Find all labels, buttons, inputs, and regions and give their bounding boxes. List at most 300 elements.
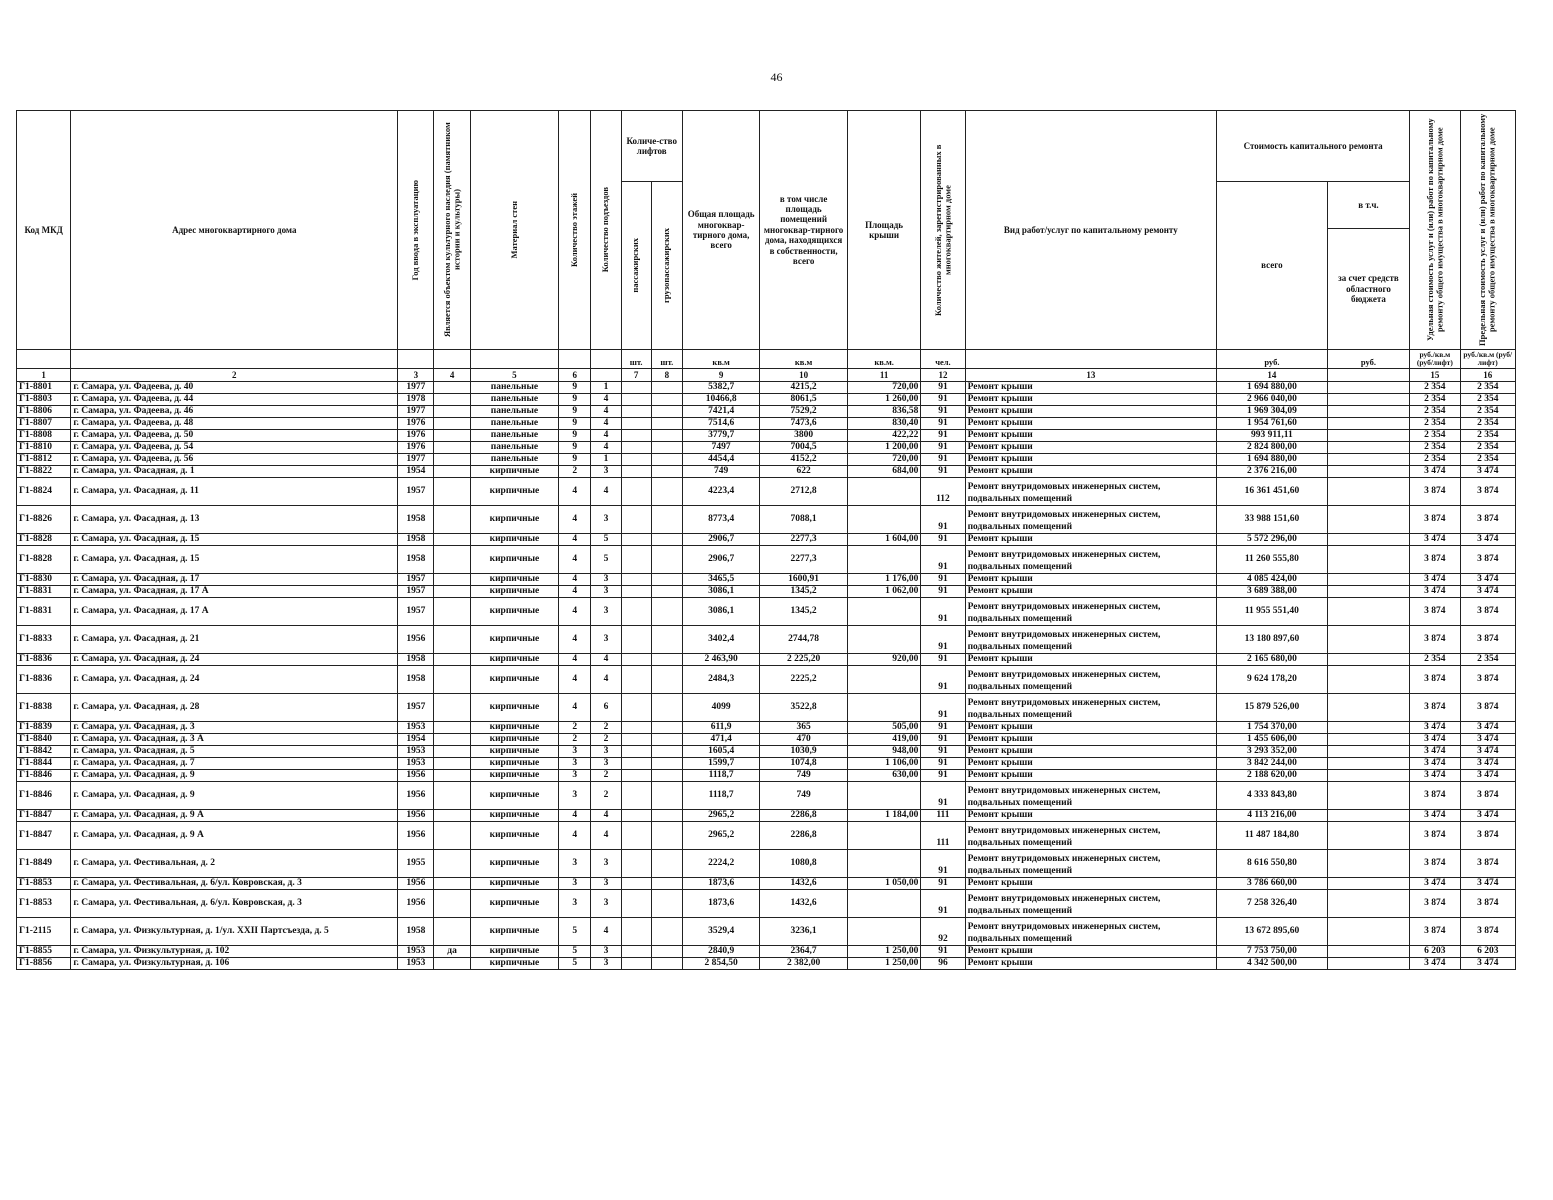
column-number: 11 xyxy=(847,369,920,382)
unit-cost-total: руб. xyxy=(1217,350,1328,369)
cell-heritage xyxy=(434,546,470,574)
table-row xyxy=(17,770,1516,782)
table-row xyxy=(17,430,1516,442)
cell-owned-area: 8061,5 xyxy=(760,394,848,406)
cell-residents: 91 xyxy=(921,406,965,418)
cell-residents: 91 xyxy=(921,394,965,406)
cell-work-type: Ремонт внутридомовых инженерных систем, подвальных помещений xyxy=(965,506,1217,534)
cell-unit-cost: 3 474 xyxy=(1410,722,1460,734)
cell-floors: 3 xyxy=(559,746,591,758)
cell-year: 1956 xyxy=(398,822,434,850)
cell-cost-total: 4 113 216,00 xyxy=(1217,810,1328,822)
cell-address: г. Самара, ул. Физкультурная, д. 102 xyxy=(71,946,398,958)
table-row xyxy=(17,574,1516,586)
cell-residents: 91 xyxy=(921,746,965,758)
cell-heritage xyxy=(434,782,470,810)
cell-cost-regional xyxy=(1327,574,1409,586)
cell-cost-total: 1 954 761,60 xyxy=(1217,418,1328,430)
cell-unit-cost: 3 874 xyxy=(1410,890,1460,918)
cell-wall-material: панельные xyxy=(470,454,559,466)
cell-entrances: 4 xyxy=(591,654,621,666)
cell-heritage xyxy=(434,534,470,546)
cell-cost-total: 5 572 296,00 xyxy=(1217,534,1328,546)
cell-unit-cost: 3 474 xyxy=(1410,534,1460,546)
cell-heritage xyxy=(434,722,470,734)
cell-max-cost: 2 354 xyxy=(1460,382,1516,394)
cell-cost-total: 1 694 880,00 xyxy=(1217,382,1328,394)
cell-total-area: 3086,1 xyxy=(682,586,759,598)
cell-total-area: 2840,9 xyxy=(682,946,759,958)
cell-floors: 4 xyxy=(559,546,591,574)
cell-floors: 2 xyxy=(559,734,591,746)
table-row xyxy=(17,478,1516,506)
cell-cargo-lifts xyxy=(651,454,682,466)
cell-wall-material: кирпичные xyxy=(470,946,559,958)
cell-cargo-lifts xyxy=(651,946,682,958)
cell-code: Г1-8847 xyxy=(17,822,71,850)
cell-owned-area: 2 225,20 xyxy=(760,654,848,666)
cell-cargo-lifts xyxy=(651,746,682,758)
cell-residents: 91 xyxy=(921,946,965,958)
cell-roof-area: 720,00 xyxy=(847,454,920,466)
cell-entrances: 3 xyxy=(591,850,621,878)
cell-residents: 91 xyxy=(921,418,965,430)
cell-wall-material: кирпичные xyxy=(470,722,559,734)
cell-entrances: 4 xyxy=(591,666,621,694)
cell-heritage xyxy=(434,586,470,598)
cell-wall-material: кирпичные xyxy=(470,666,559,694)
cell-unit-cost: 3 474 xyxy=(1410,810,1460,822)
cell-residents: 111 xyxy=(921,822,965,850)
cell-cost-total: 1 455 606,00 xyxy=(1217,734,1328,746)
cell-residents: 91 xyxy=(921,466,965,478)
cell-year: 1977 xyxy=(398,454,434,466)
cell-passenger-lifts xyxy=(621,442,651,454)
cell-cost-regional xyxy=(1327,850,1409,878)
cell-passenger-lifts xyxy=(621,406,651,418)
cell-entrances: 4 xyxy=(591,394,621,406)
cell-max-cost: 2 354 xyxy=(1460,442,1516,454)
cell-total-area: 7514,6 xyxy=(682,418,759,430)
cell-cost-total: 1 754 370,00 xyxy=(1217,722,1328,734)
cell-code: Г1-8846 xyxy=(17,782,71,810)
cell-code: Г1-8842 xyxy=(17,746,71,758)
cell-entrances: 4 xyxy=(591,918,621,946)
cell-unit-cost: 3 474 xyxy=(1410,746,1460,758)
cell-wall-material: кирпичные xyxy=(470,734,559,746)
cell-cost-total: 15 879 526,00 xyxy=(1217,694,1328,722)
page-number: 46 xyxy=(770,70,783,84)
cell-address: г. Самара, ул. Фасадная, д. 21 xyxy=(71,626,398,654)
cell-cost-regional xyxy=(1327,878,1409,890)
cell-work-type: Ремонт внутридомовых инженерных систем, подвальных помещений xyxy=(965,598,1217,626)
cell-entrances: 3 xyxy=(591,466,621,478)
cell-unit-cost: 3 474 xyxy=(1410,466,1460,478)
cell-unit-cost: 3 874 xyxy=(1410,918,1460,946)
cell-year: 1978 xyxy=(398,394,434,406)
header-floors: Количество этажей xyxy=(559,111,591,350)
cell-entrances: 3 xyxy=(591,574,621,586)
cell-wall-material: кирпичные xyxy=(470,546,559,574)
cell-total-area: 1605,4 xyxy=(682,746,759,758)
table-row xyxy=(17,454,1516,466)
table-row xyxy=(17,878,1516,890)
cell-cost-regional xyxy=(1327,442,1409,454)
header-code: Код МКД xyxy=(17,111,71,350)
cell-code: Г1-8801 xyxy=(17,382,71,394)
cell-cost-regional xyxy=(1327,586,1409,598)
cell-work-type: Ремонт внутридомовых инженерных систем, подвальных помещений xyxy=(965,546,1217,574)
cell-code: Г1-8826 xyxy=(17,506,71,534)
cell-address: г. Самара, ул. Фасадная, д. 17 А xyxy=(71,598,398,626)
cell-entrances: 5 xyxy=(591,546,621,574)
cell-year: 1956 xyxy=(398,890,434,918)
cell-total-area: 471,4 xyxy=(682,734,759,746)
cell-roof-area: 1 176,00 xyxy=(847,574,920,586)
cell-cost-regional xyxy=(1327,466,1409,478)
cell-cost-total: 2 188 620,00 xyxy=(1217,770,1328,782)
cell-work-type: Ремонт крыши xyxy=(965,394,1217,406)
cell-entrances: 4 xyxy=(591,406,621,418)
cell-cargo-lifts xyxy=(651,626,682,654)
cell-unit-cost: 2 354 xyxy=(1410,394,1460,406)
cell-floors: 9 xyxy=(559,406,591,418)
cell-total-area: 3779,7 xyxy=(682,430,759,442)
cell-floors: 5 xyxy=(559,918,591,946)
cell-total-area: 2906,7 xyxy=(682,534,759,546)
cell-max-cost: 3 474 xyxy=(1460,746,1516,758)
cell-total-area: 1873,6 xyxy=(682,878,759,890)
cell-work-type: Ремонт крыши xyxy=(965,574,1217,586)
cell-owned-area: 7088,1 xyxy=(760,506,848,534)
cell-max-cost: 3 874 xyxy=(1460,478,1516,506)
cell-owned-area: 2 382,00 xyxy=(760,958,848,970)
cell-cost-regional xyxy=(1327,918,1409,946)
cell-owned-area: 4215,2 xyxy=(760,382,848,394)
cell-work-type: Ремонт крыши xyxy=(965,654,1217,666)
cell-cost-regional xyxy=(1327,382,1409,394)
header-residents: Количество жителей, зарегистрированных в многоквартирном доме xyxy=(921,111,965,350)
cell-cost-total: 13 180 897,60 xyxy=(1217,626,1328,654)
column-number: 1 xyxy=(17,369,71,382)
cell-floors: 4 xyxy=(559,598,591,626)
unit-pass-lifts: шт. xyxy=(621,350,651,369)
cell-max-cost: 3 474 xyxy=(1460,574,1516,586)
cell-address: г. Самара, ул. Фасадная, д. 5 xyxy=(71,746,398,758)
table-row xyxy=(17,746,1516,758)
unit-cargo-lifts: шт. xyxy=(651,350,682,369)
cell-unit-cost: 3 874 xyxy=(1410,598,1460,626)
cell-roof-area xyxy=(847,626,920,654)
cell-code: Г1-8836 xyxy=(17,654,71,666)
cell-residents: 91 xyxy=(921,534,965,546)
cell-address: г. Самара, ул. Фадеева, д. 48 xyxy=(71,418,398,430)
cell-code: Г1-8831 xyxy=(17,598,71,626)
cell-address: г. Самара, ул. Фасадная, д. 28 xyxy=(71,694,398,722)
cell-year: 1956 xyxy=(398,626,434,654)
cell-passenger-lifts xyxy=(621,746,651,758)
cell-cargo-lifts xyxy=(651,574,682,586)
cell-cost-regional xyxy=(1327,406,1409,418)
cell-code: Г1-8806 xyxy=(17,406,71,418)
cell-cargo-lifts xyxy=(651,666,682,694)
cell-cost-total: 2 165 680,00 xyxy=(1217,654,1328,666)
cell-residents: 111 xyxy=(921,810,965,822)
cell-cargo-lifts xyxy=(651,822,682,850)
cell-work-type: Ремонт крыши xyxy=(965,586,1217,598)
cell-max-cost: 6 203 xyxy=(1460,946,1516,958)
table-row xyxy=(17,918,1516,946)
cell-work-type: Ремонт внутридомовых инженерных систем, подвальных помещений xyxy=(965,822,1217,850)
cell-unit-cost: 2 354 xyxy=(1410,442,1460,454)
cell-code: Г1-8853 xyxy=(17,890,71,918)
cell-max-cost: 3 474 xyxy=(1460,586,1516,598)
cell-work-type: Ремонт крыши xyxy=(965,758,1217,770)
cell-work-type: Ремонт крыши xyxy=(965,746,1217,758)
cell-unit-cost: 3 474 xyxy=(1410,734,1460,746)
cell-total-area: 4223,4 xyxy=(682,478,759,506)
cell-residents: 91 xyxy=(921,546,965,574)
cell-heritage xyxy=(434,918,470,946)
cell-heritage xyxy=(434,878,470,890)
table-header xyxy=(17,111,1516,382)
cell-roof-area: 419,00 xyxy=(847,734,920,746)
header-address: Адрес многоквартирного дома xyxy=(71,111,398,350)
cell-code: Г1-8853 xyxy=(17,878,71,890)
cell-wall-material: кирпичные xyxy=(470,586,559,598)
cell-code: Г1-8844 xyxy=(17,758,71,770)
cell-floors: 9 xyxy=(559,454,591,466)
cell-cargo-lifts xyxy=(651,654,682,666)
cell-roof-area: 836,58 xyxy=(847,406,920,418)
cell-passenger-lifts xyxy=(621,478,651,506)
cell-unit-cost: 3 874 xyxy=(1410,666,1460,694)
cell-passenger-lifts xyxy=(621,598,651,626)
cell-cost-regional xyxy=(1327,694,1409,722)
cell-cost-regional xyxy=(1327,666,1409,694)
cell-heritage xyxy=(434,734,470,746)
column-number: 6 xyxy=(559,369,591,382)
cell-address: г. Самара, ул. Фасадная, д. 24 xyxy=(71,666,398,694)
cell-year: 1956 xyxy=(398,878,434,890)
cell-work-type: Ремонт внутридомовых инженерных систем, подвальных помещений xyxy=(965,478,1217,506)
cell-max-cost: 2 354 xyxy=(1460,394,1516,406)
cell-wall-material: кирпичные xyxy=(470,534,559,546)
cell-cost-total: 1 694 880,00 xyxy=(1217,454,1328,466)
column-number: 9 xyxy=(682,369,759,382)
cell-owned-area: 1030,9 xyxy=(760,746,848,758)
cell-owned-area: 1345,2 xyxy=(760,598,848,626)
cell-code: Г1-8840 xyxy=(17,734,71,746)
cell-residents: 91 xyxy=(921,694,965,722)
cell-wall-material: кирпичные xyxy=(470,958,559,970)
cell-total-area: 1873,6 xyxy=(682,890,759,918)
cell-address: г. Самара, ул. Фасадная, д. 17 А xyxy=(71,586,398,598)
cell-owned-area: 1345,2 xyxy=(760,586,848,598)
cell-roof-area: 1 106,00 xyxy=(847,758,920,770)
cell-max-cost: 3 874 xyxy=(1460,546,1516,574)
cell-wall-material: кирпичные xyxy=(470,890,559,918)
cell-unit-cost: 3 474 xyxy=(1410,758,1460,770)
cell-address: г. Самара, ул. Фасадная, д. 13 xyxy=(71,506,398,534)
cell-year: 1953 xyxy=(398,758,434,770)
cell-unit-cost: 2 354 xyxy=(1410,430,1460,442)
cell-residents: 91 xyxy=(921,782,965,810)
cell-address: г. Самара, ул. Фасадная, д. 3 А xyxy=(71,734,398,746)
cell-passenger-lifts xyxy=(621,534,651,546)
cell-year: 1958 xyxy=(398,546,434,574)
cell-max-cost: 3 474 xyxy=(1460,722,1516,734)
cell-address: г. Самара, ул. Фасадная, д. 9 А xyxy=(71,810,398,822)
cell-wall-material: кирпичные xyxy=(470,822,559,850)
cell-work-type: Ремонт крыши xyxy=(965,878,1217,890)
cell-wall-material: кирпичные xyxy=(470,850,559,878)
cell-entrances: 3 xyxy=(591,598,621,626)
cell-code: Г1-8810 xyxy=(17,442,71,454)
cell-unit-cost: 2 354 xyxy=(1410,418,1460,430)
cell-address: г. Самара, ул. Фасадная, д. 1 xyxy=(71,466,398,478)
cell-owned-area: 1080,8 xyxy=(760,850,848,878)
unit-cost-regional: руб. xyxy=(1327,350,1409,369)
cell-residents: 91 xyxy=(921,654,965,666)
cell-cargo-lifts xyxy=(651,406,682,418)
cell-passenger-lifts xyxy=(621,574,651,586)
cell-cost-total: 9 624 178,20 xyxy=(1217,666,1328,694)
cell-total-area: 1599,7 xyxy=(682,758,759,770)
cell-roof-area xyxy=(847,850,920,878)
cell-cost-total: 7 753 750,00 xyxy=(1217,946,1328,958)
cell-address: г. Самара, ул. Фадеева, д. 40 xyxy=(71,382,398,394)
header-roof-area: Площадь крыши xyxy=(847,111,920,350)
cell-cost-total: 3 293 352,00 xyxy=(1217,746,1328,758)
cell-heritage xyxy=(434,442,470,454)
cell-entrances: 2 xyxy=(591,770,621,782)
cell-address: г. Самара, ул. Физкультурная, д. 106 xyxy=(71,958,398,970)
cell-cost-regional xyxy=(1327,598,1409,626)
cell-address: г. Самара, ул. Фасадная, д. 9 xyxy=(71,770,398,782)
table-row xyxy=(17,722,1516,734)
cell-owned-area: 2286,8 xyxy=(760,822,848,850)
cell-wall-material: панельные xyxy=(470,382,559,394)
cell-max-cost: 3 474 xyxy=(1460,758,1516,770)
cell-passenger-lifts xyxy=(621,850,651,878)
table-row xyxy=(17,466,1516,478)
cell-code: Г1-8855 xyxy=(17,946,71,958)
cell-roof-area: 920,00 xyxy=(847,654,920,666)
cell-floors: 5 xyxy=(559,958,591,970)
cell-work-type: Ремонт внутридомовых инженерных систем, подвальных помещений xyxy=(965,694,1217,722)
cell-cost-regional xyxy=(1327,890,1409,918)
cell-unit-cost: 3 474 xyxy=(1410,770,1460,782)
cell-entrances: 1 xyxy=(591,454,621,466)
cell-cost-regional xyxy=(1327,506,1409,534)
unit-unit-cost: руб./кв.м (руб/лифт) xyxy=(1410,350,1460,369)
header-wall-material: Материал стен xyxy=(470,111,559,350)
cell-passenger-lifts xyxy=(621,506,651,534)
cell-floors: 9 xyxy=(559,442,591,454)
cell-cost-total: 2 376 216,00 xyxy=(1217,466,1328,478)
header-lifts: Количе-ство лифтов xyxy=(621,111,682,182)
unit-roof-area: кв.м. xyxy=(847,350,920,369)
cell-roof-area xyxy=(847,506,920,534)
cell-roof-area: 1 062,00 xyxy=(847,586,920,598)
cell-roof-area: 1 250,00 xyxy=(847,958,920,970)
cell-max-cost: 3 474 xyxy=(1460,770,1516,782)
cell-total-area: 611,9 xyxy=(682,722,759,734)
cell-total-area: 5382,7 xyxy=(682,382,759,394)
cell-address: г. Самара, ул. Фасадная, д. 17 xyxy=(71,574,398,586)
cell-residents: 91 xyxy=(921,442,965,454)
cell-owned-area: 7004,5 xyxy=(760,442,848,454)
cell-floors: 9 xyxy=(559,430,591,442)
cell-total-area: 1118,7 xyxy=(682,782,759,810)
cell-max-cost: 3 874 xyxy=(1460,626,1516,654)
table-row xyxy=(17,506,1516,534)
cell-cargo-lifts xyxy=(651,466,682,478)
cell-year: 1957 xyxy=(398,598,434,626)
header-units-row xyxy=(17,350,1516,369)
cell-passenger-lifts xyxy=(621,394,651,406)
cell-total-area: 2906,7 xyxy=(682,546,759,574)
cell-cargo-lifts xyxy=(651,782,682,810)
cell-cargo-lifts xyxy=(651,758,682,770)
cell-roof-area: 630,00 xyxy=(847,770,920,782)
cell-code: Г1-8803 xyxy=(17,394,71,406)
cell-total-area: 2224,2 xyxy=(682,850,759,878)
cell-cargo-lifts xyxy=(651,546,682,574)
cell-work-type: Ремонт крыши xyxy=(965,430,1217,442)
cell-owned-area: 749 xyxy=(760,782,848,810)
cell-year: 1958 xyxy=(398,506,434,534)
cell-year: 1977 xyxy=(398,406,434,418)
cell-year: 1957 xyxy=(398,586,434,598)
cell-heritage xyxy=(434,466,470,478)
cell-wall-material: кирпичные xyxy=(470,478,559,506)
cell-max-cost: 3 474 xyxy=(1460,466,1516,478)
cell-year: 1956 xyxy=(398,770,434,782)
cell-max-cost: 3 474 xyxy=(1460,878,1516,890)
column-number: 13 xyxy=(965,369,1217,382)
cell-cargo-lifts xyxy=(651,722,682,734)
cell-year: 1977 xyxy=(398,382,434,394)
cell-residents: 91 xyxy=(921,850,965,878)
cell-address: г. Самара, ул. Фестивальная, д. 2 xyxy=(71,850,398,878)
cell-residents: 91 xyxy=(921,626,965,654)
cell-wall-material: кирпичные xyxy=(470,770,559,782)
cell-wall-material: панельные xyxy=(470,442,559,454)
cell-unit-cost: 6 203 xyxy=(1410,946,1460,958)
cell-residents: 91 xyxy=(921,382,965,394)
cell-floors: 4 xyxy=(559,534,591,546)
cell-unit-cost: 3 474 xyxy=(1410,574,1460,586)
cell-entrances: 3 xyxy=(591,586,621,598)
cell-floors: 4 xyxy=(559,574,591,586)
cell-wall-material: панельные xyxy=(470,430,559,442)
cell-work-type: Ремонт крыши xyxy=(965,534,1217,546)
cell-address: г. Самара, ул. Фадеева, д. 50 xyxy=(71,430,398,442)
cell-cost-total: 7 258 326,40 xyxy=(1217,890,1328,918)
cell-passenger-lifts xyxy=(621,918,651,946)
cell-total-area: 10466,8 xyxy=(682,394,759,406)
column-number: 14 xyxy=(1217,369,1328,382)
cell-code: Г1-8828 xyxy=(17,546,71,574)
cell-cost-regional xyxy=(1327,654,1409,666)
table-row xyxy=(17,958,1516,970)
cell-max-cost: 3 874 xyxy=(1460,822,1516,850)
cell-cost-total: 13 672 895,60 xyxy=(1217,918,1328,946)
cell-cost-regional xyxy=(1327,546,1409,574)
cell-cost-total: 3 786 660,00 xyxy=(1217,878,1328,890)
